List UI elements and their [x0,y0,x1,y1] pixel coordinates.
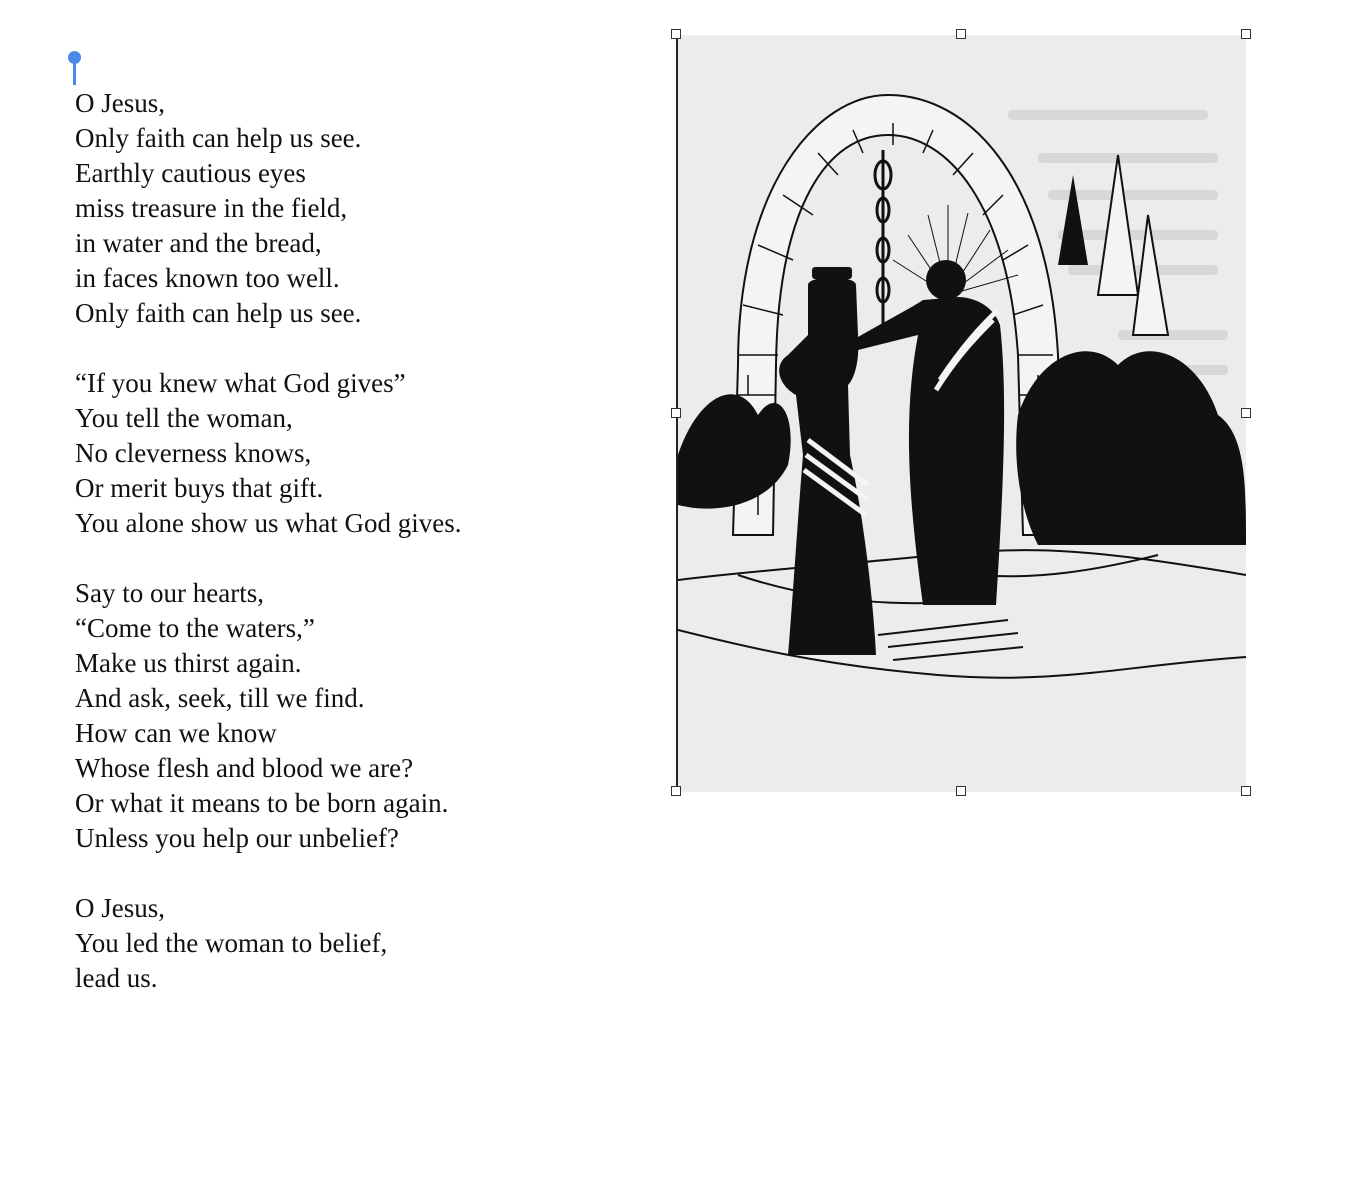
cursor-caret [73,59,76,85]
poem-line: Earthly cautious eyes [75,158,306,188]
poem-line: No cleverness knows, [75,438,312,468]
text-cursor-handle[interactable] [68,51,82,85]
poem-line: Only faith can help us see. [75,298,362,328]
poem-line: You led the woman to belief, [75,928,388,958]
poem-line: miss treasure in the field, [75,193,348,223]
inserted-image[interactable] [676,35,1246,792]
resize-handle-top-right[interactable] [1241,29,1251,39]
poem-line: in faces known too well. [75,263,340,293]
poem-line: O Jesus, [75,893,166,923]
resize-handle-bottom-center[interactable] [956,786,966,796]
poem-line: And ask, seek, till we find. [75,683,365,713]
poem-line: Unless you help our unbelief? [75,823,399,853]
resize-handle-bottom-right[interactable] [1241,786,1251,796]
poem-line: Or merit buys that gift. [75,473,324,503]
well-scene-illustration [678,35,1246,792]
poem-line: “Come to the waters,” [75,613,315,643]
resize-handle-bottom-left[interactable] [671,786,681,796]
poem-line: Only faith can help us see. [75,123,362,153]
poem-line: You tell the woman, [75,403,293,433]
poem-line: Or what it means to be born again. [75,788,449,818]
poem-line: lead us. [75,963,158,993]
poem-line: How can we know [75,718,277,748]
stanza [75,576,635,856]
resize-handle-top-left[interactable] [671,29,681,39]
poem-line: Whose flesh and blood we are? [75,753,414,783]
poem-text-body[interactable] [75,86,635,996]
resize-handle-middle-right[interactable] [1241,408,1251,418]
stanza [75,86,635,331]
resize-handle-top-center[interactable] [956,29,966,39]
poem-line: Make us thirst again. [75,648,302,678]
stanza [75,366,635,541]
poem-line: Say to our hearts, [75,578,264,608]
poem-line: in water and the bread, [75,228,322,258]
poem-line: You alone show us what God gives. [75,508,462,538]
poem-line: “If you knew what God gives” [75,368,406,398]
stanza [75,891,635,996]
resize-handle-middle-left[interactable] [671,408,681,418]
poem-line: O Jesus, [75,88,166,118]
